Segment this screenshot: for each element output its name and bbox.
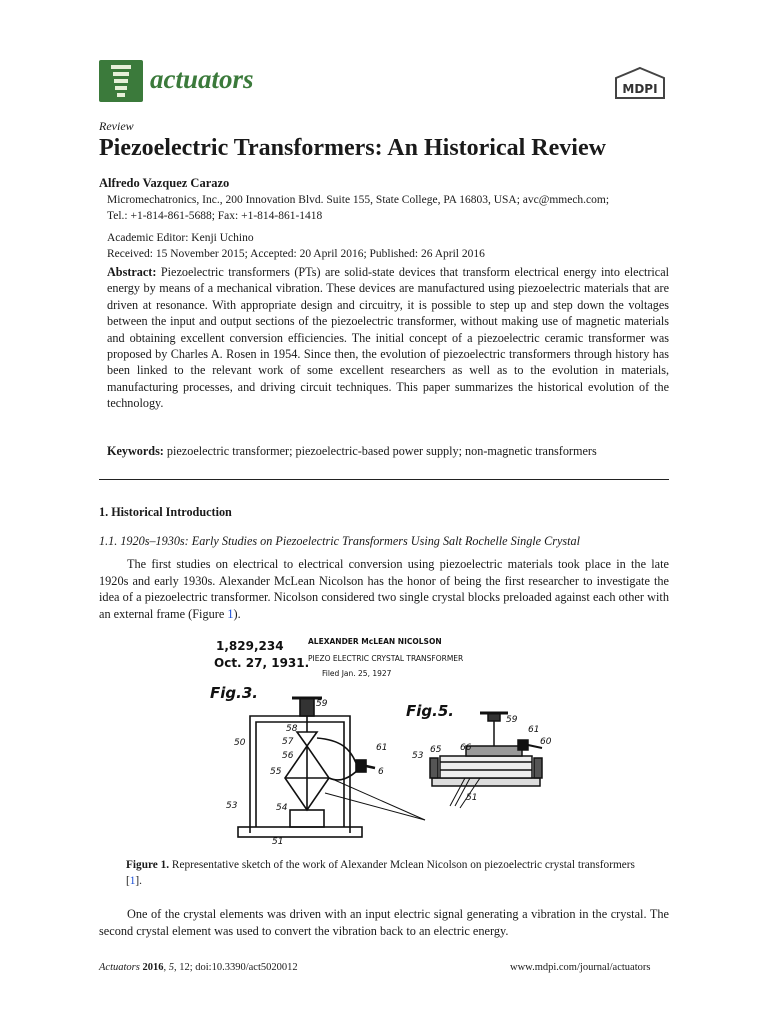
contact-line: Tel.: +1-814-861-5688; Fax: +1-814-861-1418 xyxy=(107,209,323,222)
fig5-drawing xyxy=(430,713,542,808)
callout-66: 66 xyxy=(460,743,472,753)
patent-inventor: ALEXANDER McLEAN NICOLSON xyxy=(308,637,442,646)
patent-filed: Filed Jan. 25, 1927 xyxy=(322,669,392,678)
section-divider xyxy=(99,479,669,480)
article-type: Review xyxy=(99,119,134,133)
callout-61: 61 xyxy=(376,743,388,753)
figure-caption-end: ]. xyxy=(135,875,143,887)
academic-editor: Academic Editor: Kenji Uchino xyxy=(107,232,254,244)
body-paragraph xyxy=(99,556,669,622)
patent-number: 1,829,234 xyxy=(216,639,284,653)
footer-year: 2016 xyxy=(142,962,164,973)
journal-logo xyxy=(99,60,143,102)
paragraph-text-end: ). xyxy=(233,606,241,621)
subsection-heading: 1.1. 1920s–1930s: Early Studies on Piezoelectric Transformers Using Salt Rochelle Single Crystal xyxy=(99,534,581,548)
journal-name[interactable]: actuators xyxy=(150,64,254,94)
footer-doi: , 12; doi:10.3390/act5020012 xyxy=(173,962,298,973)
callout-51: 51 xyxy=(272,837,284,847)
abstract-label: Abstract: xyxy=(107,265,157,279)
keywords-text: piezoelectric transformer; piezoelectric-based power supply; non-magnetic transformers xyxy=(166,444,597,458)
footer-volume: 5 xyxy=(168,962,174,973)
callout-55: 55 xyxy=(270,767,282,777)
body-paragraph: One of the crystal elements was driven with an input electric signal generating a vibration in the crystal. The second crystal element was used to convert the vibration back to an electric energy. xyxy=(99,907,669,938)
callout-53: 53 xyxy=(226,801,238,811)
fig5-label: Fig.5. xyxy=(406,702,454,720)
figure-reference-link[interactable]: 1 xyxy=(227,606,234,621)
publisher-logo[interactable] xyxy=(612,66,668,100)
callout-58: 58 xyxy=(286,724,298,734)
editor-dates-block xyxy=(107,230,485,262)
author-name: Alfredo Vazquez Carazo xyxy=(99,176,230,190)
keywords xyxy=(107,443,677,459)
callout-60: 60 xyxy=(540,737,552,747)
article-title: Piezoelectric Transformers: An Historical Review xyxy=(99,135,606,161)
callout-50: 50 xyxy=(234,738,246,748)
callout-59: 59 xyxy=(316,699,328,709)
callout-56: 56 xyxy=(282,751,294,761)
footer-citation: Actuators 2016, 5, 12; doi:10.3390/act5020012 xyxy=(99,962,298,973)
callout-57: 57 xyxy=(282,737,294,747)
callout-61b: 61 xyxy=(528,725,540,735)
callout-6: 6 xyxy=(378,767,384,777)
affiliation-line: Micromechatronics, Inc., 200 Innovation Blvd. Suite 155, State College, PA 16803, USA; avc@mmech.com; xyxy=(107,194,610,206)
figure-patent-drawing xyxy=(210,628,550,850)
patent-title: PIEZO ELECTRIC CRYSTAL TRANSFORMER xyxy=(308,654,464,663)
keywords-label: Keywords: xyxy=(107,444,164,458)
affiliation xyxy=(107,193,667,224)
fig3-drawing xyxy=(238,698,425,837)
abstract-text: Piezoelectric transformers (PTs) are solid-state devices that transform electrical energy into electrical energy by means of a mechanical vibration. These devices are manufactured using piezoelectric materials that are driven at resonance. With appropriate design and circuitry, it is possible to step up and step down the voltages between the input and output sections of the piezoelectric transformer, without making use of magnetic materials and obtaining excellent conversion efficiencies. The initial concept of a piezoelectric ceramic transformer was proposed by Charles A. Rosen in 1954. Since then, the evolution of piezoelectric transformers through history has been linked to the relevant work of some excellent researchers as well as to the evolution in materials, manufacturing processes, and driving circuit techniques. This paper summarizes the historical evolution of the technology. xyxy=(107,265,670,411)
figure-caption-label: Figure 1. xyxy=(126,859,170,871)
callout-51b: 51 xyxy=(466,793,478,803)
fig3-label: Fig.3. xyxy=(210,684,258,702)
footer-journal: Actuators xyxy=(99,962,140,973)
article-dates: Received: 15 November 2015; Accepted: 20 April 2016; Published: 26 April 2016 xyxy=(107,248,485,260)
callout-65: 65 xyxy=(430,745,442,755)
figure-caption-text: Representative sketch of the work of Alexander Mclean Nicolson on piezoelectric crystal transformers [ xyxy=(126,859,635,887)
citation-link[interactable]: 1 xyxy=(129,875,136,887)
paragraph-text: The first studies on electrical to electrical conversion using piezoelectric materials took place in the late 1920s and early 1930s. Alexander McLean Nicolson has the honor of being the first researcher to investigate the idea of a piezoelectric transformer. Nicolson considered two single crystal blocks preloaded against each other with an external frame (Figure xyxy=(99,557,669,621)
abstract xyxy=(107,264,669,412)
patent-date: Oct. 27, 1931. xyxy=(214,656,310,670)
section-heading: 1. Historical Introduction xyxy=(99,505,232,519)
callout-59b: 59 xyxy=(506,715,518,725)
callout-53b: 53 xyxy=(412,751,424,761)
publisher-logo-text: MDPI xyxy=(622,82,658,96)
callout-54: 54 xyxy=(276,803,288,813)
footer-url[interactable]: www.mdpi.com/journal/actuators xyxy=(510,962,651,973)
figure-caption xyxy=(126,857,646,889)
